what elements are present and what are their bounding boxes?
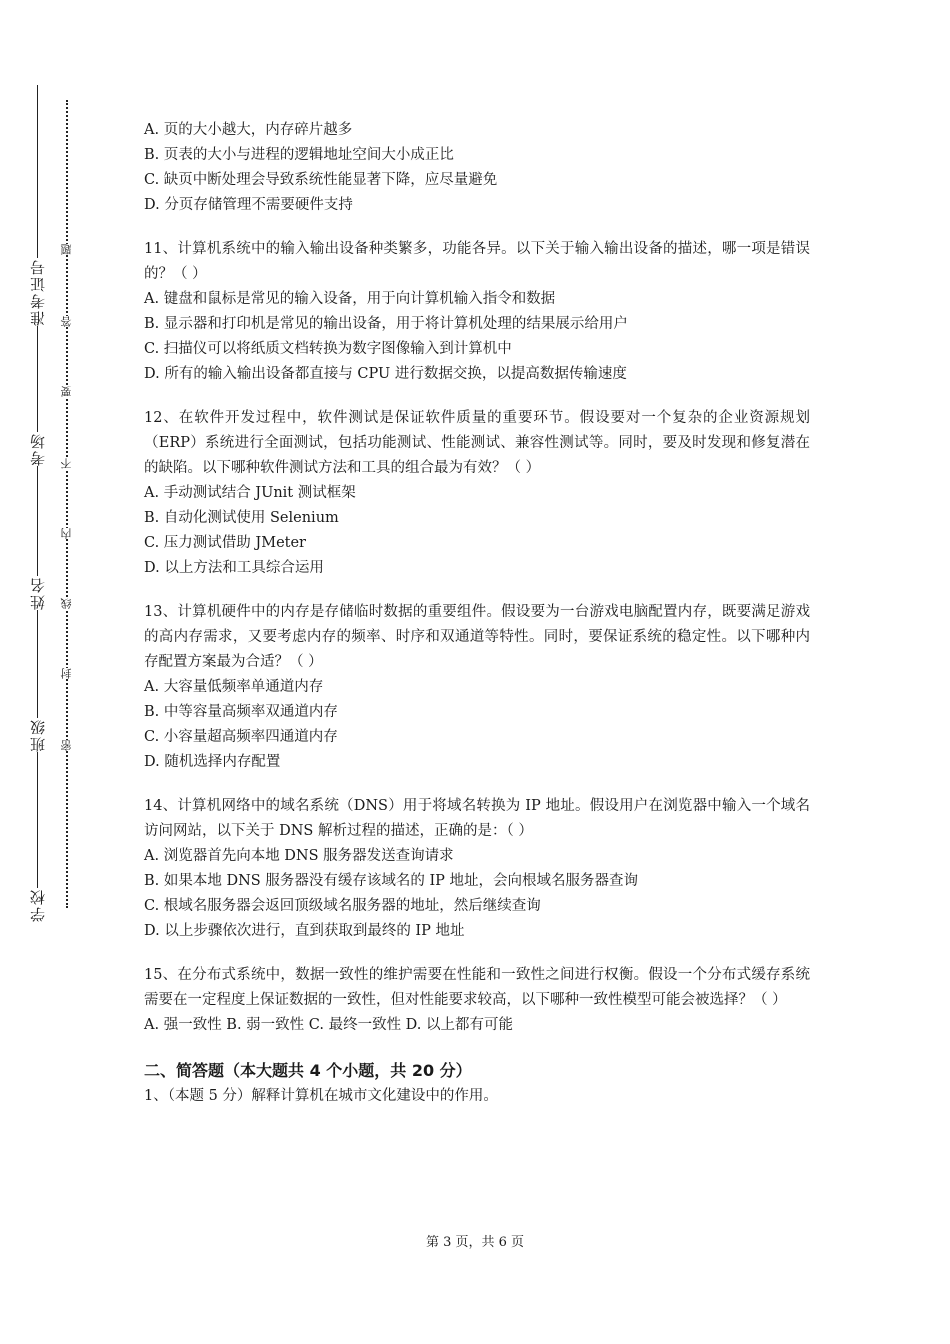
label-exam-room: 考场 bbox=[23, 432, 53, 466]
option: C. 小容量超高频率四通道内存 bbox=[144, 729, 338, 745]
seal-char: 线 bbox=[58, 598, 76, 609]
option: D. 分页存储管理不需要硬件支持 bbox=[144, 197, 353, 213]
question-12 bbox=[144, 406, 810, 581]
option: B. 显示器和打印机是常见的输出设备，用于将计算机处理的结果展示给用户 bbox=[144, 316, 628, 332]
previous-question-options bbox=[144, 118, 810, 218]
question-14 bbox=[144, 794, 810, 944]
option: B. 自动化测试使用 Selenium bbox=[144, 510, 339, 526]
question-15 bbox=[144, 963, 810, 1038]
seal-char: 答 bbox=[58, 316, 76, 327]
label-school: 学校 bbox=[23, 888, 53, 922]
seal-dotted-line bbox=[66, 100, 68, 908]
option: B. 如果本地 DNS 服务器没有缓存该域名的 IP 地址，会向根域名服务器查询 bbox=[144, 873, 639, 889]
option: A. 大容量低频率单通道内存 bbox=[144, 679, 324, 695]
option: A. 强一致性 B. 弱一致性 C. 最终一致性 D. 以上都有可能 bbox=[144, 1017, 514, 1033]
question-stem: 15、在分布式系统中，数据一致性的维护需要在性能和一致性之间进行权衡。假设一个分布式缓存系统需要在一定程度上保证数据的一致性，但对性能要求较高，以下哪种一致性模型可能会被选择？（ ） bbox=[144, 967, 810, 1008]
question-stem: 12、在软件开发过程中，软件测试是保证软件质量的重要环节。假设要对一个复杂的企业资源规划（ERP）系统进行全面测试，包括功能测试、性能测试、兼容性测试等。同时，要及时发现和修复潜在的缺陷。以下哪种软件测试方法和工具的组合最为有效？（ ） bbox=[144, 410, 810, 476]
option: C. 压力测试借助 JMeter bbox=[144, 535, 306, 551]
option: C. 缺页中断处理会导致系统性能显著下降，应尽量避免 bbox=[144, 172, 498, 188]
seal-char: 不 bbox=[58, 458, 76, 469]
option: A. 键盘和鼠标是常见的输入设备，用于向计算机输入指令和数据 bbox=[144, 291, 556, 307]
seal-char: 要 bbox=[58, 386, 76, 397]
section-heading: 二、简答题（本大题共 4 个小题，共 20 分） bbox=[144, 1061, 472, 1080]
question-11 bbox=[144, 237, 810, 387]
seal-char: 封 bbox=[58, 668, 76, 679]
label-name: 姓名 bbox=[23, 576, 53, 610]
option: D. 随机选择内存配置 bbox=[144, 754, 281, 770]
question-stem: 13、计算机硬件中的内存是存储临时数据的重要组件。假设要为一台游戏电脑配置内存，既要满足游戏的高内存需求，又要考虑内存的频率、时序和双通道等特性。同时，要保证系统的稳定性。以下哪种内存配置方案最为合适？（ ） bbox=[144, 604, 810, 670]
question-stem: 11、计算机系统中的输入输出设备种类繁多，功能各异。以下关于输入输出设备的描述，哪一项是错误的？（ ） bbox=[144, 241, 810, 282]
seal-char: 密 bbox=[58, 740, 76, 751]
short-answer-item: 1、（本题 5 分）解释计算机在城市文化建设中的作用。 bbox=[144, 1088, 498, 1104]
seal-char: 题 bbox=[58, 244, 76, 255]
option: D. 所有的输入输出设备都直接与 CPU 进行数据交换，以提高数据传输速度 bbox=[144, 366, 627, 382]
page-footer: 第 3 页，共 6 页 bbox=[425, 1235, 525, 1250]
option: C. 扫描仪可以将纸质文档转换为数字图像输入到计算机中 bbox=[144, 341, 512, 357]
seal-char: 内 bbox=[58, 528, 76, 539]
option: B. 中等容量高频率双通道内存 bbox=[144, 704, 338, 720]
option: B. 页表的大小与进程的逻辑地址空间大小成正比 bbox=[144, 147, 454, 163]
option: D. 以上方法和工具综合运用 bbox=[144, 560, 324, 576]
option: C. 根域名服务器会返回顶级域名服务器的地址，然后继续查询 bbox=[144, 898, 541, 914]
binding-line bbox=[37, 85, 38, 910]
label-class: 班级 bbox=[23, 718, 53, 752]
option: A. 页的大小越大，内存碎片越多 bbox=[144, 122, 353, 138]
option: D. 以上步骤依次进行，直到获取到最终的 IP 地址 bbox=[144, 923, 465, 939]
option: A. 手动测试结合 JUnit 测试框架 bbox=[144, 485, 356, 501]
label-exam-number: 准考证号 bbox=[23, 258, 53, 326]
question-stem: 14、计算机网络中的域名系统（DNS）用于将域名转换为 IP 地址。假设用户在浏览器中输入一个域名访问网站，以下关于 DNS 解析过程的描述，正确的是：（ ） bbox=[144, 798, 810, 839]
option: A. 浏览器首先向本地 DNS 服务器发送查询请求 bbox=[144, 848, 454, 864]
question-13 bbox=[144, 600, 810, 775]
exam-content bbox=[144, 118, 810, 1109]
binding-margin bbox=[0, 0, 110, 1344]
